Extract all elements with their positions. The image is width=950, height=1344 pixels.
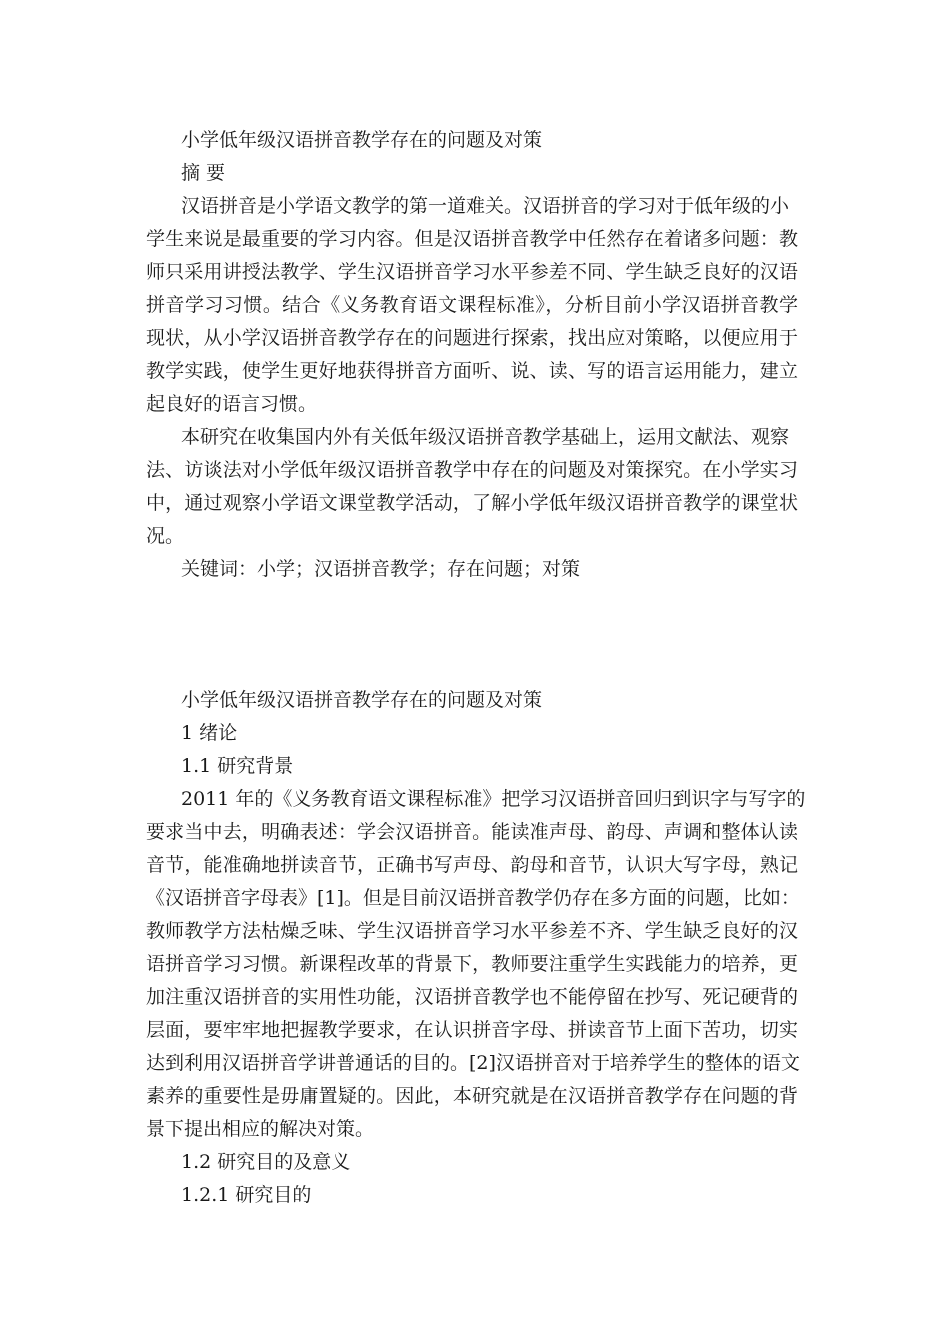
abstract-paragraph-line: 法、访谈法对小学低年级汉语拼音教学中存在的问题及对策探究。在小学实习 bbox=[146, 459, 798, 481]
body-paragraph-line: 2011 年的《义务教育语文课程标准》把学习汉语拼音回归到识字与写字的 bbox=[181, 788, 806, 810]
abstract-paragraph-line: 拼音学习习惯。结合《义务教育语文课程标准》，分析目前小学汉语拼音教学 bbox=[146, 294, 798, 316]
body-paragraph-line: 景下提出相应的解决对策。 bbox=[146, 1118, 375, 1140]
abstract-paragraph-line: 中，通过观察小学语文课堂教学活动，了解小学低年级汉语拼音教学的课堂状 bbox=[146, 492, 798, 514]
abstract-paragraph-line: 师只采用讲授法教学、学生汉语拼音学习水平参差不同、学生缺乏良好的汉语 bbox=[146, 261, 798, 283]
body-paragraph-line: 达到利用汉语拼音学讲普通话的目的。[2]汉语拼音对于培养学生的整体的语文 bbox=[146, 1052, 800, 1074]
abstract-heading: 摘 要 bbox=[181, 162, 226, 184]
body-paragraph-line: 素养的重要性是毋庸置疑的。因此，本研究就是在汉语拼音教学存在问题的背 bbox=[146, 1085, 798, 1107]
body-paragraph-line: 教师教学方法枯燥乏味、学生汉语拼音学习水平参差不齐、学生缺乏良好的汉 bbox=[146, 920, 798, 942]
subsubsection-heading: 1.2.1 研究目的 bbox=[181, 1184, 312, 1206]
abstract-paragraph-line: 汉语拼音是小学语文教学的第一道难关。汉语拼音的学习对于低年级的小 bbox=[181, 195, 790, 217]
body-paragraph-line: 层面，要牢牢地把握教学要求，在认识拼音字母、拼读音节上面下苦功，切实 bbox=[146, 1019, 798, 1041]
abstract-paragraph-line: 学生来说是最重要的学习内容。但是汉语拼音教学中任然存在着诸多问题：教 bbox=[146, 228, 798, 250]
abstract-paragraph-line: 本研究在收集国内外有关低年级汉语拼音教学基础上，运用文献法、观察 bbox=[181, 426, 790, 448]
body-paragraph-line: 语拼音学习习惯。新课程改革的背景下，教师要注重学生实践能力的培养，更 bbox=[146, 953, 798, 975]
keywords: 关键词：小学；汉语拼音教学；存在问题；对策 bbox=[181, 558, 581, 580]
subsection-heading: 1.1 研究背景 bbox=[181, 755, 294, 777]
section-heading: 1 绪论 bbox=[181, 722, 238, 744]
abstract-paragraph-line: 现状，从小学汉语拼音教学存在的问题进行探索，找出应对策略，以便应用于 bbox=[146, 327, 798, 349]
body-paragraph-line: 加注重汉语拼音的实用性功能，汉语拼音教学也不能停留在抄写、死记硬背的 bbox=[146, 986, 798, 1008]
abstract-title: 小学低年级汉语拼音教学存在的问题及对策 bbox=[181, 129, 543, 151]
body-paragraph-line: 要求当中去，明确表述：学会汉语拼音。能读准声母、韵母、声调和整体认读 bbox=[146, 821, 798, 843]
main-title: 小学低年级汉语拼音教学存在的问题及对策 bbox=[181, 689, 543, 711]
subsection-heading: 1.2 研究目的及意义 bbox=[181, 1151, 351, 1173]
abstract-paragraph-line: 教学实践，使学生更好地获得拼音方面听、说、读、写的语言运用能力，建立 bbox=[146, 360, 798, 382]
body-paragraph-line: 音节，能准确地拼读音节，正确书写声母、韵母和音节，认识大写字母，熟记 bbox=[146, 854, 798, 876]
abstract-paragraph-line: 起良好的语言习惯。 bbox=[146, 393, 318, 415]
body-paragraph-line: 《汉语拼音字母表》[1]。但是目前汉语拼音教学仍存在多方面的问题，比如： bbox=[146, 887, 800, 909]
abstract-paragraph-line: 况。 bbox=[146, 525, 185, 547]
